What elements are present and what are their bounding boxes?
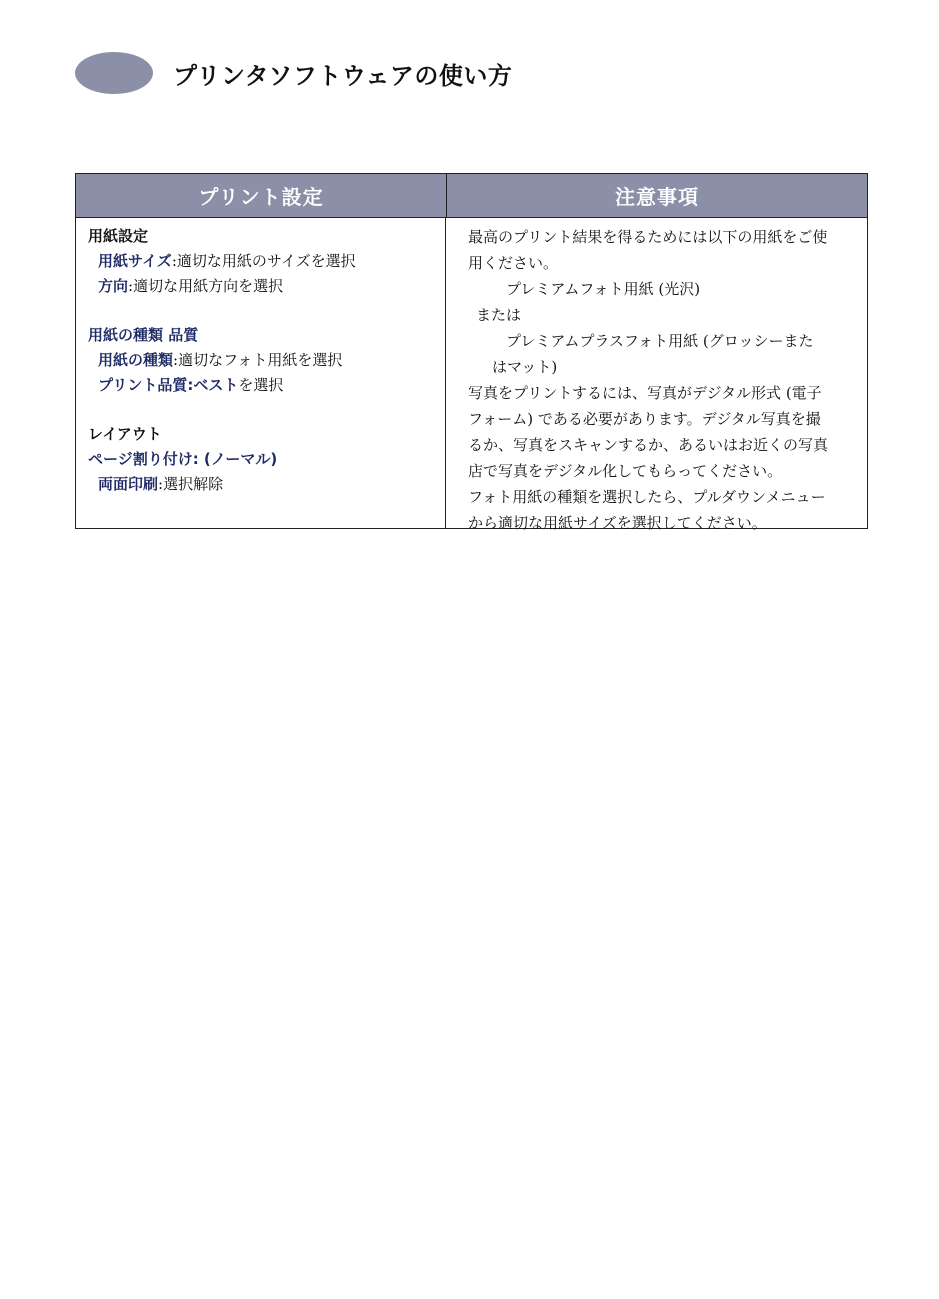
print-quality-row: [88, 373, 445, 398]
page-title: プリンタソフトウェアの使い方: [173, 61, 513, 90]
note-line: 最高のプリント結果を得るためには以下の用紙をご使: [468, 228, 828, 246]
paper-size-row: [88, 249, 445, 274]
print-quality-value: を選択: [238, 376, 284, 394]
paper-setup-title: 用紙設定: [88, 227, 149, 245]
section-oval-marker: [75, 52, 153, 94]
print-quality-label: プリント品質: [98, 376, 188, 394]
note-line: 用ください。: [468, 254, 559, 272]
print-quality-best: ベスト: [193, 376, 239, 394]
note-line: フォト用紙の種類を選択したら、プルダウンメニュー: [468, 488, 826, 506]
note-line: フォーム) である必要があります。デジタル写真を撮: [468, 410, 821, 428]
duplex-row: [88, 472, 445, 497]
orientation-value: :適切な用紙方向を選択: [128, 277, 284, 295]
duplex-label: 両面印刷: [98, 475, 159, 493]
paper-size-label: 用紙サイズ: [98, 252, 172, 270]
note-line: から適切な用紙サイズを選択してください。: [468, 514, 767, 532]
table-header: [76, 174, 867, 218]
paper-size-value: :適切な用紙のサイズを選択: [171, 252, 356, 270]
print-settings-column: [76, 218, 446, 529]
page-header: [75, 52, 512, 94]
note-paper-option: プレミアムフォト用紙 (光沢): [506, 280, 701, 298]
settings-table: [75, 173, 868, 532]
paper-type-label: 用紙の種類: [98, 351, 174, 369]
paper-type-quality-title: 用紙の種類 品質: [88, 326, 199, 344]
note-paper-option: プレミアムプラスフォト用紙 (グロッシーまた: [506, 332, 814, 350]
print-quality-separator: :: [187, 376, 194, 394]
orientation-row: [88, 274, 445, 299]
col-header-notes: 注意事項: [615, 185, 699, 209]
note-line: 写真をプリントするには、写真がデジタル形式 (電子: [468, 384, 822, 402]
note-or: または: [476, 306, 522, 324]
layout-title: レイアウト: [88, 425, 162, 443]
pages-per-sheet: ページ割り付け: (ノーマル): [88, 450, 278, 468]
notes-column: [446, 218, 867, 532]
col-header-print-settings: プリント設定: [76, 174, 447, 217]
note-line: るか、写真をスキャンするか、あるいはお近くの写真: [468, 436, 829, 454]
paper-type-row: [88, 348, 445, 373]
table-body: [76, 218, 867, 532]
note-line: 店で写真をデジタル化してもらってください。: [468, 462, 783, 480]
duplex-value: :選択解除: [158, 475, 224, 493]
note-line: はマット): [492, 358, 558, 376]
orientation-label: 方向: [98, 277, 129, 295]
paper-type-value: :適切なフォト用紙を選択: [173, 351, 343, 369]
